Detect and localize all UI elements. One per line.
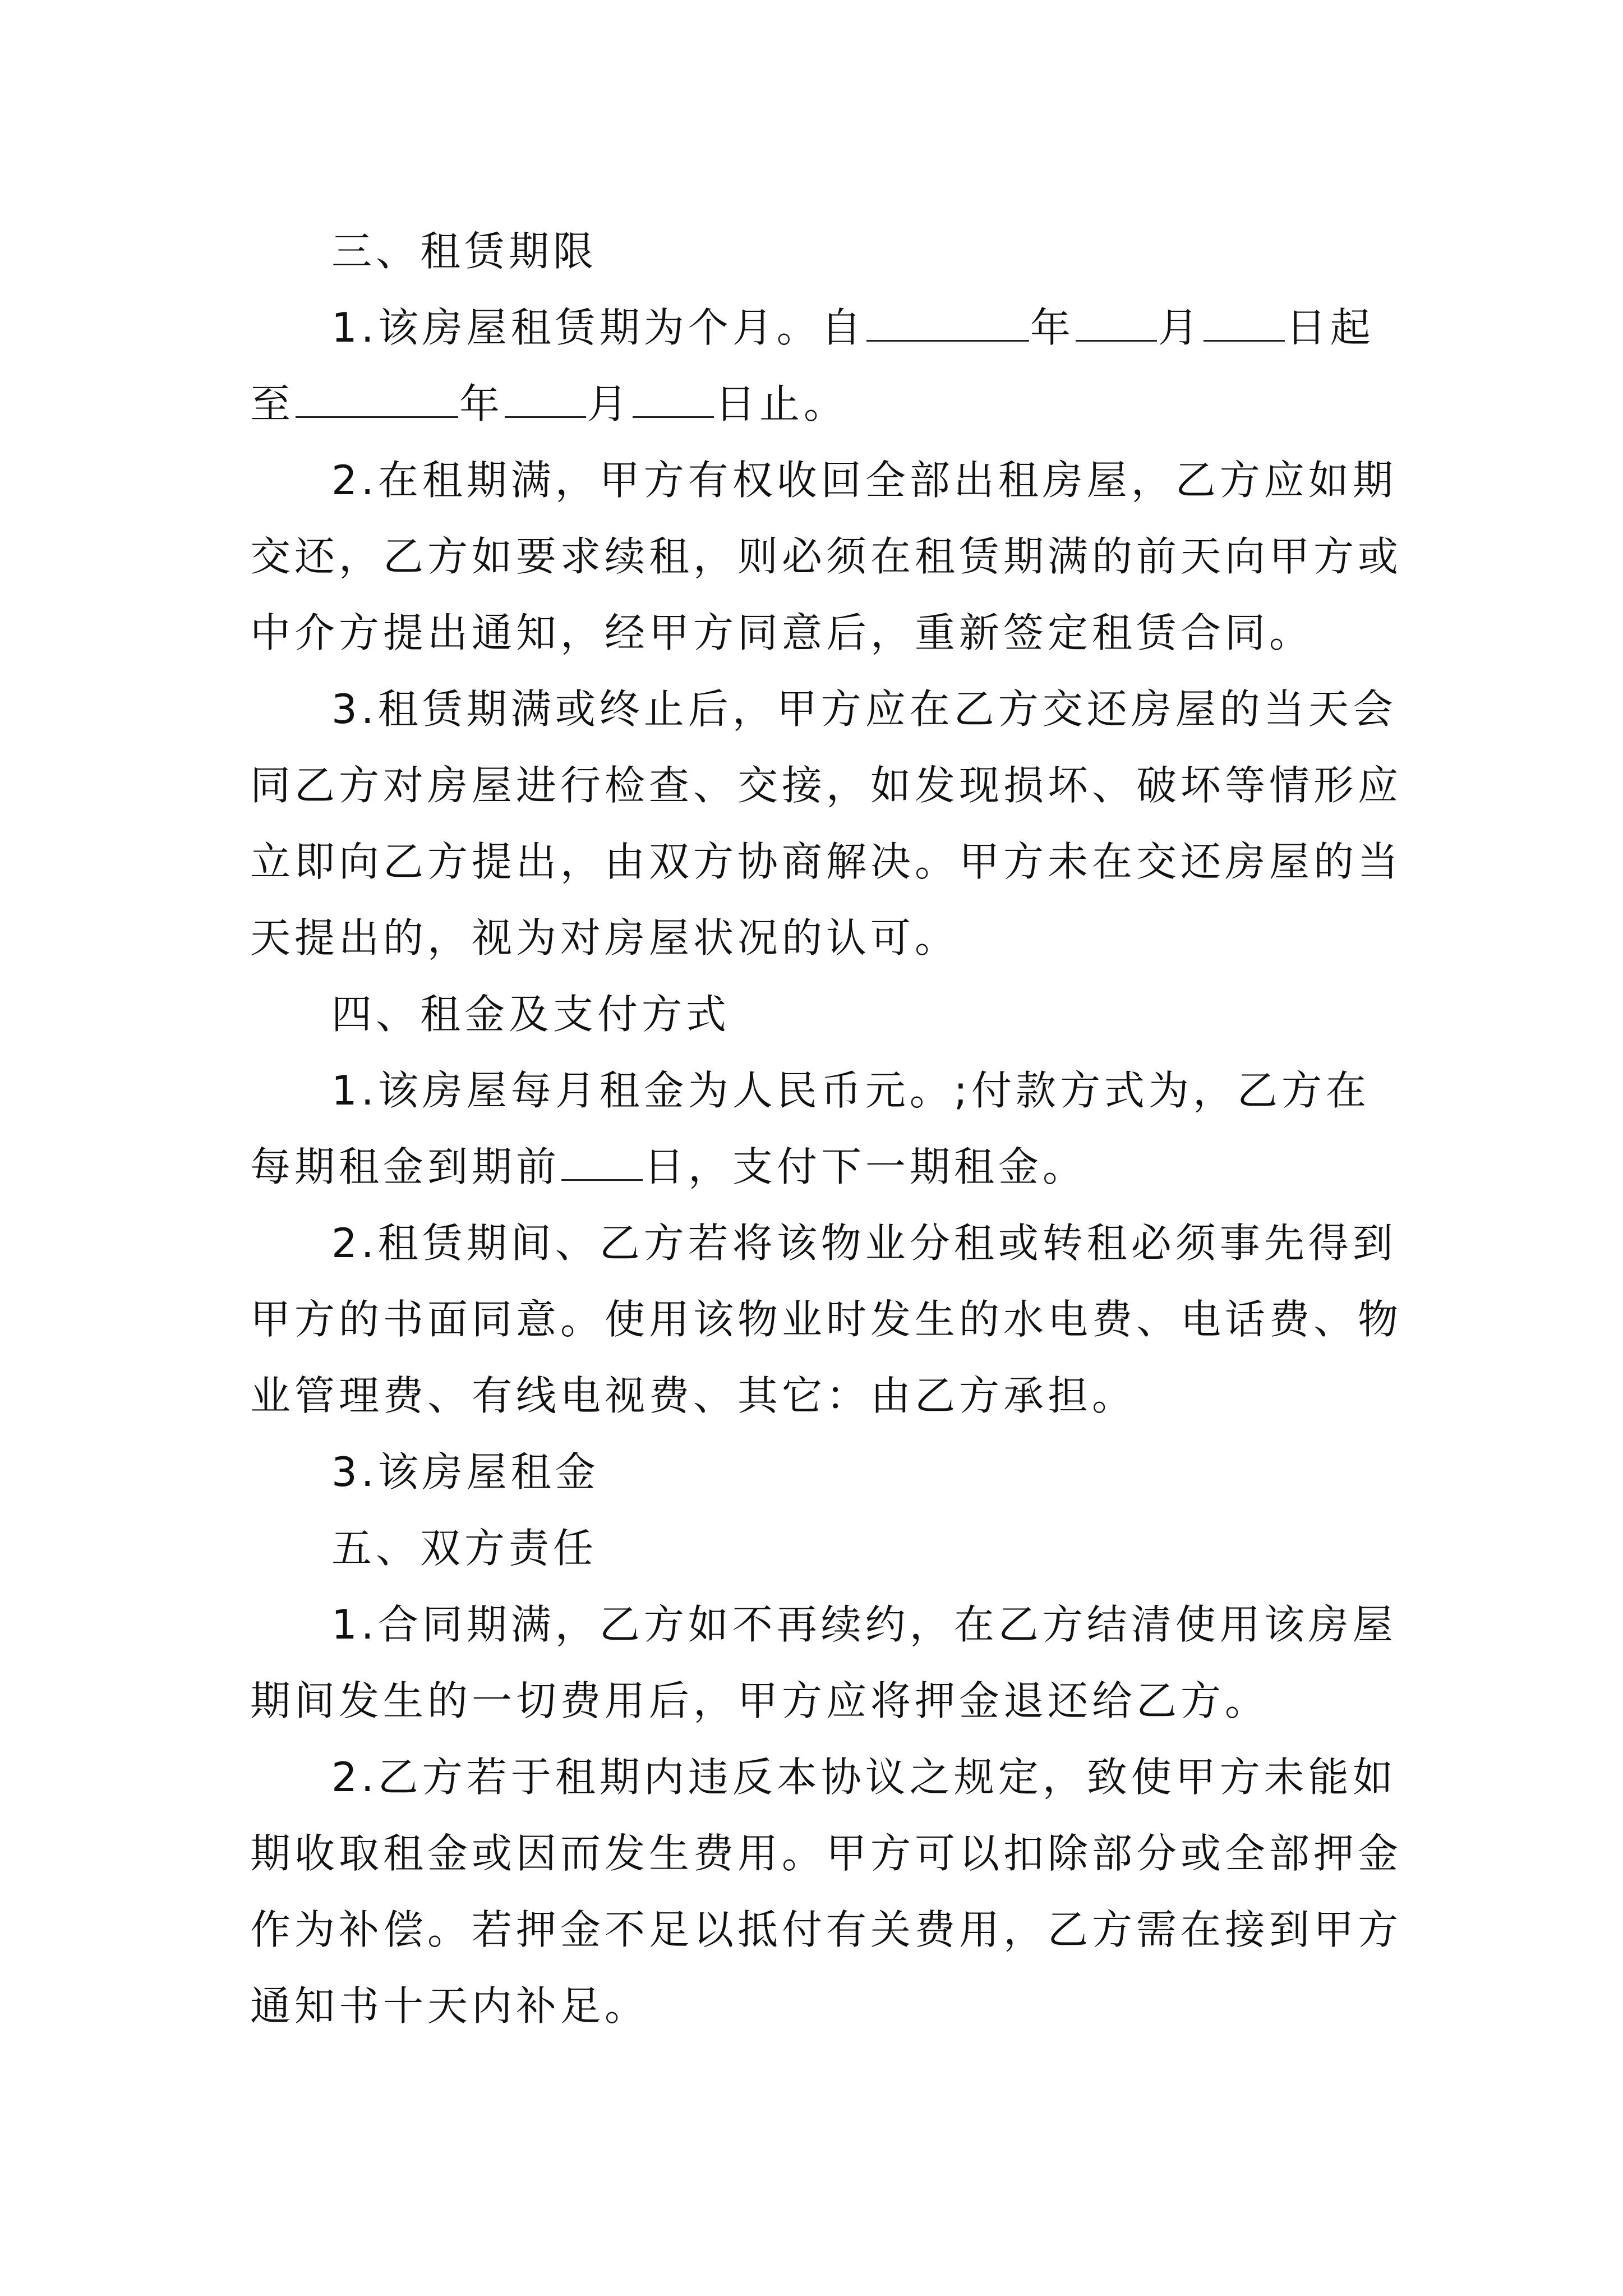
paragraph-line: 3.租赁期满或终止后，甲方应在乙方交还房屋的当天会 — [331, 685, 1397, 733]
paragraph-line — [250, 1129, 1389, 1205]
text-run: 日，支付下一期租金。 — [644, 1143, 1087, 1190]
section-heading: 五、双方责任 — [331, 1525, 598, 1572]
paragraph-line: 2.乙方若于租期内违反本协议之规定，致使甲方未能如 — [331, 1754, 1397, 1801]
text-run: 每期租金到期前 — [250, 1143, 561, 1190]
text-run: 月 — [587, 380, 632, 427]
paragraph-line: 1.合同期满，乙方如不再续约，在乙方结清使用该房屋 — [331, 1601, 1397, 1648]
paragraph-line: 中介方提出通知，经甲方同意后，重新签定租赁合同。 — [250, 609, 1314, 656]
section-heading: 三、租赁期限 — [331, 228, 598, 275]
section-heading: 四、租金及支付方式 — [331, 991, 731, 1038]
fill-in-blank[interactable] — [1076, 296, 1157, 342]
text-run: 日起 — [1285, 304, 1375, 351]
fill-in-blank[interactable] — [866, 296, 1029, 342]
fill-in-blank[interactable] — [633, 372, 714, 418]
paragraph-line: 立即向乙方提出，由双方协商解决。甲方未在交还房屋的当 — [250, 838, 1403, 885]
text-run: 年 — [1030, 304, 1075, 351]
fill-in-blank[interactable] — [505, 372, 586, 418]
paragraph-line: 期收取租金或因而发生费用。甲方可以扣除部分或全部押金 — [250, 1830, 1403, 1877]
text-run: 日止。 — [715, 380, 849, 427]
fill-in-blank[interactable] — [561, 1135, 643, 1181]
fill-in-blank[interactable] — [296, 372, 458, 418]
paragraph-line: 2.租赁期间、乙方若将该物业分租或转租必须事先得到 — [331, 1220, 1397, 1267]
fill-in-blank[interactable] — [1204, 296, 1285, 342]
paragraph-line: 同乙方对房屋进行检查、交接，如发现损坏、破坏等情形应 — [250, 762, 1403, 809]
paragraph-line: 甲方的书面同意。使用该物业时发生的水电费、电话费、物 — [250, 1296, 1403, 1343]
paragraph-line: 作为补偿。若押金不足以抵付有关费用，乙方需在接到甲方 — [250, 1906, 1403, 1953]
text-run: 1.该房屋租赁期为个月。自 — [331, 304, 865, 351]
text-run: 至 — [250, 380, 295, 427]
paragraph-line: 期间发生的一切费用后，甲方应将押金退还给乙方。 — [250, 1677, 1270, 1724]
paragraph-line — [250, 289, 1389, 366]
paragraph-line: 天提出的，视为对房屋状况的认可。 — [250, 914, 960, 961]
text-run: 年 — [459, 380, 504, 427]
text-run: 月 — [1158, 304, 1202, 351]
paragraph-line: 业管理费、有线电视费、其它：由乙方承担。 — [250, 1372, 1137, 1419]
paragraph-line: 2.在租期满，甲方有权收回全部出租房屋，乙方应如期 — [331, 457, 1397, 504]
document-page — [250, 213, 1403, 2044]
paragraph-line: 3.该房屋租金 — [331, 1448, 600, 1496]
paragraph-line: 交还，乙方如要求续租，则必须在租赁期满的前天向甲方或 — [250, 533, 1403, 580]
paragraph-line: 通知书十天内补足。 — [250, 1982, 649, 2030]
paragraph-line: 1.该房屋每月租金为人民币元。;付款方式为，乙方在 — [331, 1067, 1370, 1114]
paragraph-line — [250, 366, 1389, 442]
